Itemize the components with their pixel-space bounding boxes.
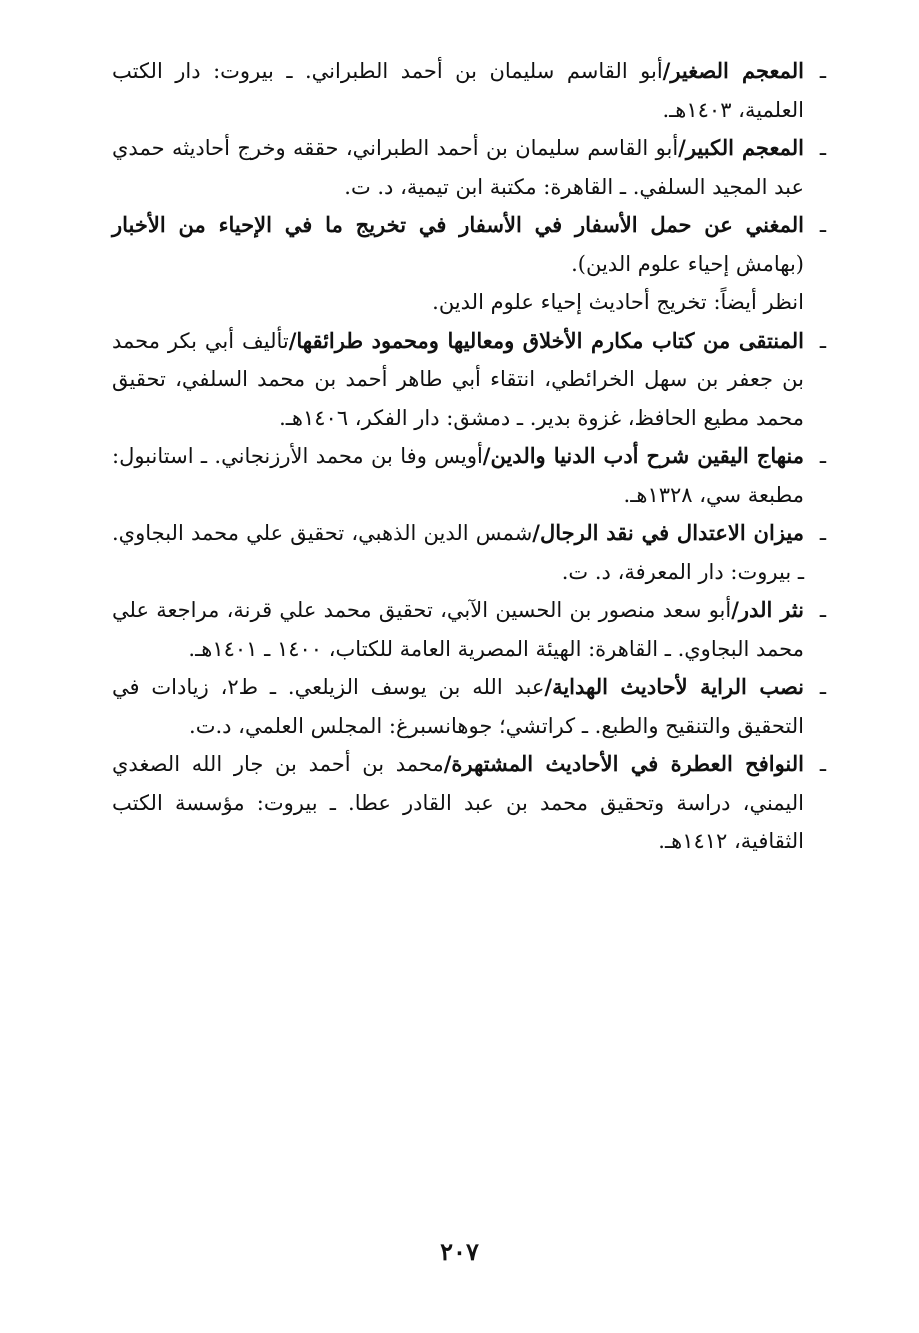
entry-dash: ـ bbox=[819, 675, 826, 699]
entry-dash: ـ bbox=[819, 59, 826, 83]
entry-title: ميزان الاعتدال في نقد الرجال/ bbox=[532, 520, 804, 545]
bibliography-entry bbox=[112, 322, 826, 438]
bibliography-entry bbox=[112, 206, 826, 283]
entry-title: نصب الراية لأحاديث الهداية/ bbox=[544, 674, 804, 699]
entry-dash: ـ bbox=[819, 521, 826, 545]
entry-text: تأليف أبي بكر محمد بن جعفر بن سهل الخرائطي، انتقاء أبي طاهر أحمد بن محمد السلفي، تحقيق محمد مطيع الحافظ، غزوة بدير. ـ دمشق: دار الفكر، ١٤٠٦هـ. bbox=[112, 328, 804, 430]
entry-text: (بهامش إحياء علوم الدين). bbox=[571, 251, 804, 276]
entry-dash: ـ bbox=[819, 213, 826, 237]
entry-dash: ـ bbox=[819, 444, 826, 468]
bibliography-entry bbox=[112, 591, 826, 668]
entry-title: نثر الدر/ bbox=[731, 597, 804, 622]
entry-text: أبو القاسم سليمان بن أحمد الطبراني. ـ بيروت: دار الكتب العلمية، ١٤٠٣هـ. bbox=[112, 59, 804, 122]
bibliography-entry bbox=[112, 437, 826, 514]
see-also-note: انظر أيضاً: تخريج أحاديث إحياء علوم الدين. bbox=[432, 290, 804, 314]
entry-title: المنتقى من كتاب مكارم الأخلاق ومعاليها ومحمود طرائقها/ bbox=[288, 327, 805, 353]
entry-text: عبد الله بن يوسف الزيلعي. ـ ط٢، زيادات في التحقيق والتنقيح والطبع. ـ كراتشي؛ جوهانسبرغ: المجلس العلمي، د.ت. bbox=[112, 675, 804, 738]
bibliography-list bbox=[112, 52, 826, 861]
entry-dash: ـ bbox=[819, 598, 826, 622]
entry-title: النوافح العطرة في الأحاديث المشتهرة/ bbox=[443, 751, 804, 776]
entry-text: أويس وفا بن محمد الأرزنجاني. ـ استانبول: مطبعة سي، ١٣٢٨هـ. bbox=[112, 444, 804, 507]
entry-dash: ـ bbox=[819, 328, 826, 353]
entry-text: أبو سعد منصور بن الحسين الآبي، تحقيق محمد علي قرنة، مراجعة علي محمد البجاوي. ـ القاهرة: الهيئة المصرية العامة للكتاب، ١٤٠٠ ـ ١٤٠١هـ. bbox=[112, 598, 804, 661]
entry-text: أبو القاسم سليمان بن أحمد الطبراني، حققه وخرج أحاديثه حمدي عبد المجيد السلفي. ـ القاهرة: مكتبة ابن تيمية، د. ت. bbox=[112, 136, 804, 199]
entry-title: المغني عن حمل الأسفار في الأسفار في تخريج ما في الإحياء من الأخبار bbox=[112, 212, 804, 237]
entry-text: شمس الدين الذهبي، تحقيق علي محمد البجاوي. ـ بيروت: دار المعرفة، د. ت. bbox=[112, 521, 804, 584]
page-number: ٢٠٧ bbox=[440, 1237, 479, 1266]
entry-title: منهاج اليقين شرح أدب الدنيا والدين/ bbox=[482, 443, 804, 468]
entry-text: محمد بن أحمد بن جار الله الصغدي اليمني، دراسة وتحقيق محمد بن عبد القادر عطا. ـ بيروت: مؤسسة الكتب الثقافية، ١٤١٢هـ. bbox=[112, 752, 804, 853]
bibliography-entry bbox=[112, 514, 826, 591]
bibliography-entry bbox=[112, 745, 826, 861]
bibliography-entry bbox=[112, 668, 826, 745]
entry-dash: ـ bbox=[819, 136, 826, 160]
entry-title: المعجم الصغير/ bbox=[662, 58, 804, 83]
entry-title: المعجم الكبير/ bbox=[678, 135, 804, 160]
bibliography-entry bbox=[112, 52, 826, 129]
entry-dash: ـ bbox=[819, 752, 826, 776]
bibliography-entry bbox=[112, 129, 826, 206]
